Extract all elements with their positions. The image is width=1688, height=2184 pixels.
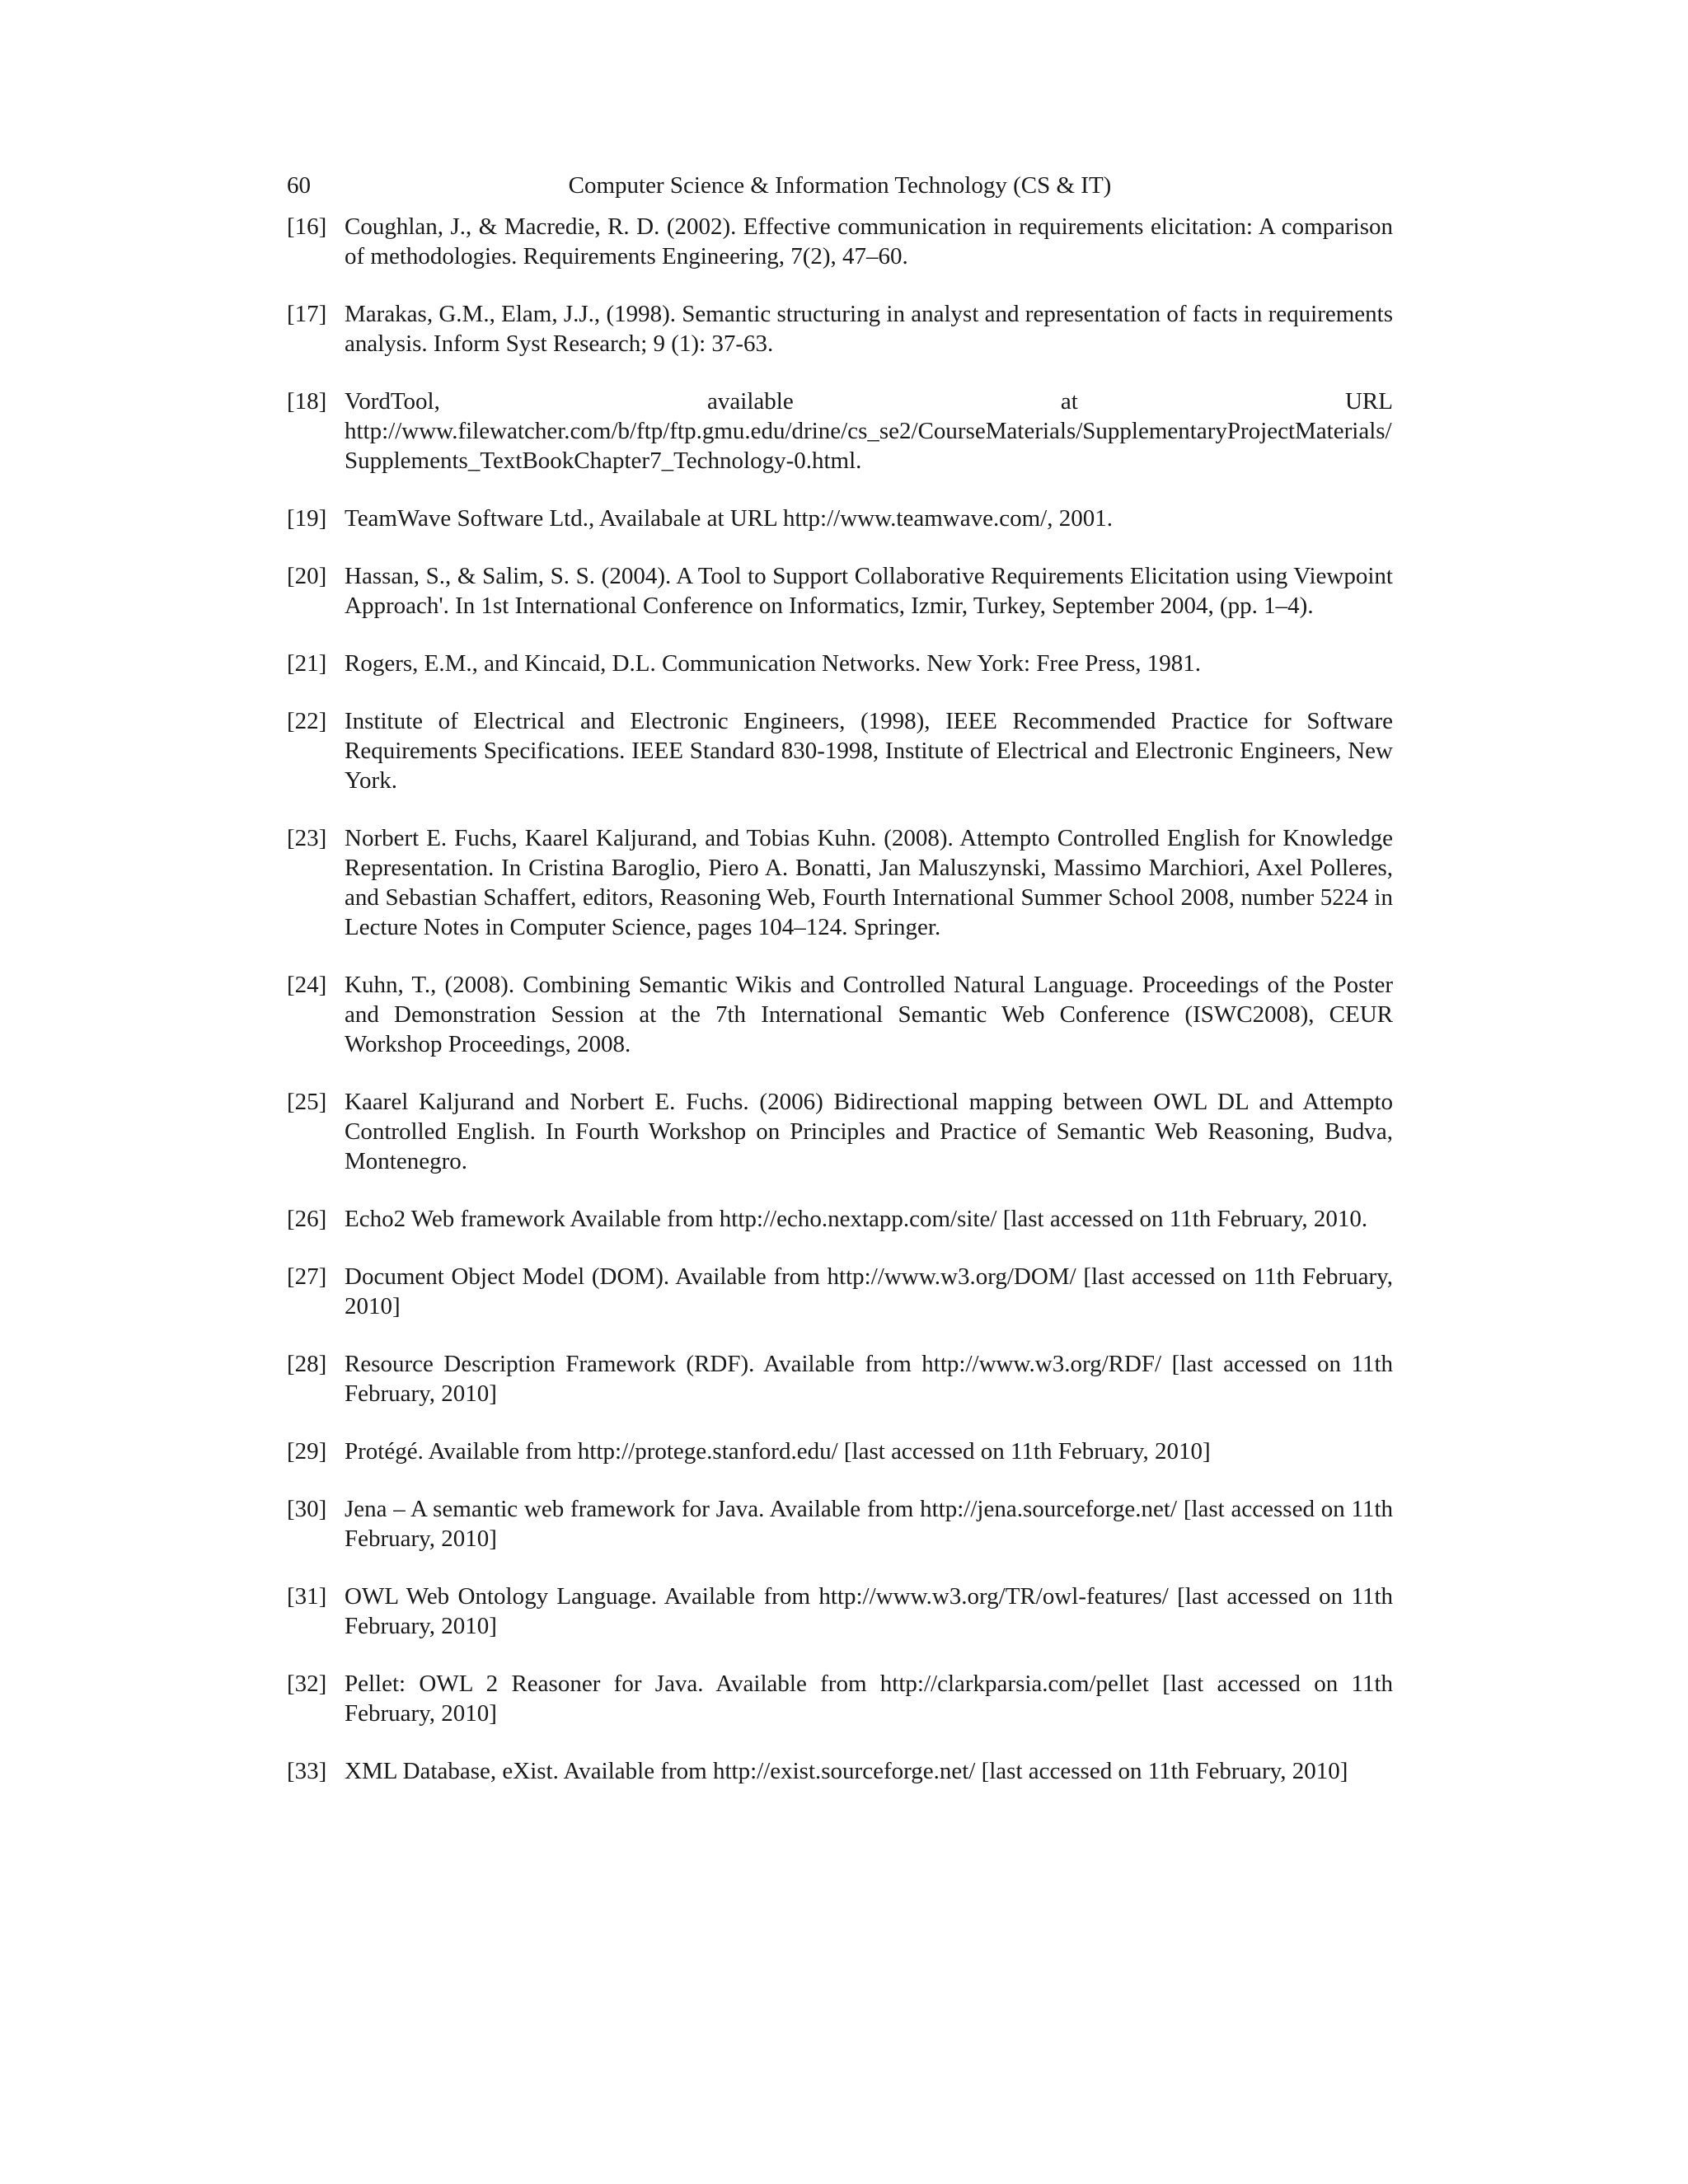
reference-item (287, 504, 1393, 533)
reference-item (287, 212, 1393, 271)
page-number: 60 (287, 172, 311, 199)
reference-item (287, 1669, 1393, 1728)
reference-text: Jena – A semantic web framework for Java. Available from http://jena.sourceforge.net/ [last accessed on 11th February, 2010] (345, 1496, 1393, 1552)
reference-text: Institute of Electrical and Electronic Engineers, (1998), IEEE Recommended Practice for Software Requirements Specifications. IEEE Standard 830-1998, Institute of Electrical and Electronic Engineers, New York. (345, 708, 1393, 794)
reference-number: [28] (287, 1351, 327, 1377)
reference-item (287, 1204, 1393, 1234)
reference-number: [29] (287, 1438, 327, 1465)
reference-text: Hassan, S., & Salim, S. S. (2004). A Tool to Support Collaborative Requirements Elicitation using Viewpoint Approach'. In 1st International Conference on Informatics, Izmir, Turkey, September 2004, (pp. 1–4). (345, 563, 1393, 619)
reference-text: Protégé. Available from http://protege.stanford.edu/ [last accessed on 11th February, 2010] (345, 1438, 1211, 1465)
reference-text: Document Object Model (DOM). Available from http://www.w3.org/DOM/ [last accessed on 11th February, 2010] (345, 1263, 1393, 1319)
reference-text: Echo2 Web framework Available from http://echo.nextapp.com/site/ [last accessed on 11th February, 2010. (345, 1206, 1368, 1232)
reference-item (287, 1436, 1393, 1466)
reference-item (287, 1349, 1393, 1408)
reference-text: Pellet: OWL 2 Reasoner for Java. Available from http://clarkparsia.com/pellet [last accessed on 11th February, 2010] (345, 1671, 1393, 1727)
reference-item (287, 970, 1393, 1059)
reference-text: Resource Description Framework (RDF). Available from http://www.w3.org/RDF/ [last accessed on 11th February, 2010] (345, 1351, 1393, 1407)
reference-number: [17] (287, 301, 327, 327)
reference-item (287, 1494, 1393, 1554)
reference-item (287, 561, 1393, 621)
reference-item (287, 299, 1393, 359)
reference-text: TeamWave Software Ltd., Availabale at URL http://www.teamwave.com/, 2001. (345, 505, 1113, 532)
reference-number: [20] (287, 563, 327, 589)
reference-text: Kuhn, T., (2008). Combining Semantic Wikis and Controlled Natural Language. Proceedings of the Poster and Demonstration Session at the 7th International Semantic Web Conference (ISWC2008), CEUR Workshop Proceedings, 2008. (345, 972, 1393, 1057)
reference-number: [32] (287, 1671, 327, 1697)
reference-number: [33] (287, 1758, 327, 1784)
reference-number: [25] (287, 1089, 327, 1115)
reference-number: [21] (287, 650, 327, 677)
reference-text: XML Database, eXist. Available from http://exist.sourceforge.net/ [last accessed on 11th February, 2010] (345, 1758, 1348, 1784)
reference-text: VordTool, available at URL http://www.filewatcher.com/b/ftp/ftp.gmu.edu/drine/cs_se2/CourseMaterials/SupplementaryProjectMaterials/Supplements_TextBookChapter7_Technology-0.html. (345, 388, 1393, 474)
reference-item (287, 387, 1393, 476)
reference-number: [16] (287, 213, 327, 240)
reference-number: [18] (287, 388, 327, 415)
reference-text: OWL Web Ontology Language. Available from http://www.w3.org/TR/owl-features/ [last accessed on 11th February, 2010] (345, 1583, 1393, 1639)
reference-text: Marakas, G.M., Elam, J.J., (1998). Semantic structuring in analyst and representation of facts in requirements analysis. Inform Syst Research; 9 (1): 37-63. (345, 301, 1393, 357)
running-head: Computer Science & Information Technology (CS & IT) (568, 172, 1112, 199)
reference-item (287, 1087, 1393, 1176)
reference-item (287, 1756, 1393, 1786)
reference-item (287, 1582, 1393, 1641)
reference-item (287, 1262, 1393, 1321)
reference-number: [22] (287, 708, 327, 734)
reference-number: [30] (287, 1496, 327, 1522)
reference-text: Coughlan, J., & Macredie, R. D. (2002). Effective communication in requirements elicitation: A comparison of methodologies. Requirements Engineering, 7(2), 47–60. (345, 213, 1393, 269)
reference-number: [26] (287, 1206, 327, 1232)
reference-text: Rogers, E.M., and Kincaid, D.L. Communication Networks. New York: Free Press, 1981. (345, 650, 1202, 677)
reference-item (287, 823, 1393, 942)
document-page (287, 169, 1393, 1814)
reference-list (287, 212, 1393, 1786)
reference-number: [24] (287, 972, 327, 998)
reference-number: [31] (287, 1583, 327, 1610)
reference-item (287, 649, 1393, 678)
reference-item (287, 706, 1393, 795)
reference-text: Kaarel Kaljurand and Norbert E. Fuchs. (2006) Bidirectional mapping between OWL DL and Attempto Controlled English. In Fourth Workshop on Principles and Practice of Semantic Web Reasoning, Budva, Montenegro. (345, 1089, 1393, 1174)
reference-number: [19] (287, 505, 327, 532)
page-header (287, 169, 1393, 202)
reference-number: [23] (287, 825, 327, 851)
reference-text: Norbert E. Fuchs, Kaarel Kaljurand, and Tobias Kuhn. (2008). Attempto Controlled English for Knowledge Representation. In Cristina Baroglio, Piero A. Bonatti, Jan Maluszynski, Massimo Marchiori, Axel Polleres, and Sebastian Schaffert, editors, Reasoning Web, Fourth International Summer School 2008, number 5224 in Lecture Notes in Computer Science, pages 104–124. Springer. (345, 825, 1393, 940)
reference-number: [27] (287, 1263, 327, 1290)
